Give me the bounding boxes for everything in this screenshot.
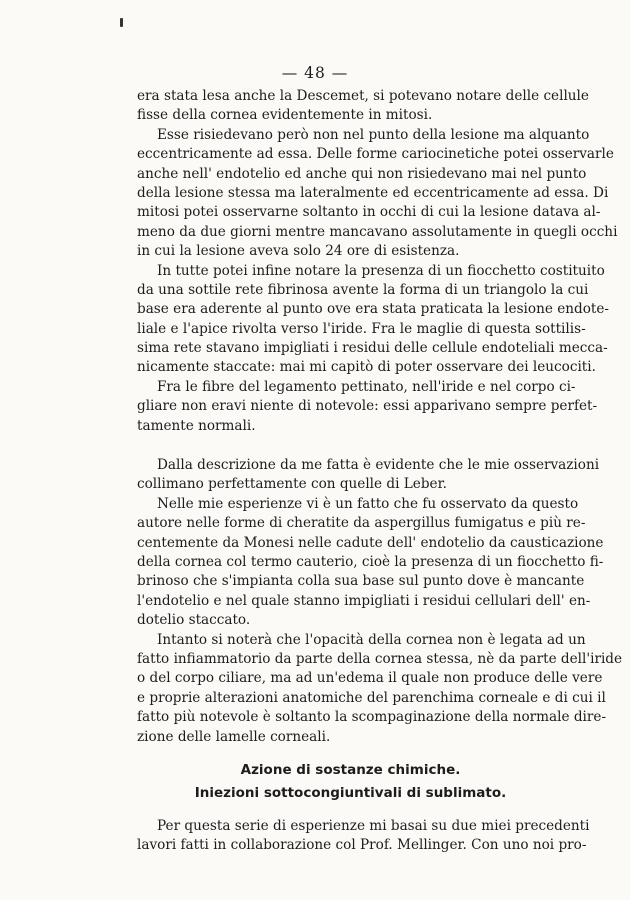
text-line: In tutte potei infine notare la presenza di un fiocchetto costituito [157, 262, 605, 279]
paragraph [137, 262, 609, 378]
text-line: eccentricamente ad essa. Delle forme cariocinetiche potei osservarle [137, 146, 614, 163]
paragraph [137, 456, 600, 495]
text-line: Fra le fibre del legamento pettinato, nell'iride e nel corpo ci- [157, 378, 576, 395]
paragraph [137, 495, 604, 631]
text-line: meno da due giorni mentre mancavano assolutamente in quegli occhi [137, 223, 618, 240]
text-line: Nelle mie esperienze vi è un fatto che fu osservato da questo [157, 495, 579, 512]
text-line: base era aderente al punto ove era stata praticata la lesione endote- [137, 301, 609, 318]
text-line: o del corpo ciliare, ma ad un'edema il quale non produce delle vere [137, 670, 603, 687]
paragraph [137, 378, 598, 436]
page-number: — 48 — [281, 64, 349, 82]
text-line: fatto infiammatorio da parte della cornea stessa, nè da parte dell'iride [137, 650, 623, 667]
text-line: e proprie alterazioni anatomiche del parenchima corneale e di cui il [137, 689, 606, 706]
section-observations [137, 87, 618, 436]
text-line: liale e l'apice rivolta verso l'iride. Fra le maglie di questa sottilis- [137, 320, 586, 337]
section-discussion [137, 456, 623, 747]
text-line: collimano perfettamente con quelle di Leber. [137, 476, 447, 493]
text-line: dotelio staccato. [137, 612, 251, 629]
text-line: l'endotelio e nel quale stanno impigliati i residui cellulari dell' en- [137, 592, 591, 609]
text-line: zione delle lamelle corneali. [137, 728, 331, 745]
text-line: brinoso che s'impianta colla sua base sul punto dove è mancante [137, 573, 585, 590]
text-line: gliare non eravi niente di notevole: essi apparivano sempre perfet- [137, 398, 598, 415]
text-line: nicamente staccate: mai mi capitò di poter osservare dei leucociti. [137, 359, 596, 376]
paragraph [137, 817, 590, 856]
paragraph [137, 126, 618, 262]
text-line: della cornea col termo cauterio, cioè la presenza di un fiocchetto fi- [137, 553, 604, 570]
text-line: sima rete stavano impigliati i residui delle cellule endoteliali mecca- [137, 340, 608, 357]
text-line: della lesione stessa ma lateralmente ed eccentricamente ad essa. Di [137, 184, 609, 201]
text-line: anche nell' endotelio ed anche qui non risiedevano mai nel punto [137, 165, 587, 182]
page-body [137, 87, 623, 856]
text-line: in cui la lesione aveva solo 24 ore di esistenza. [137, 243, 460, 260]
text-line: fatto più notevole è soltanto la scompaginazione della normale dire- [137, 709, 607, 726]
text-line: mitosi potei osservarne soltanto in occhi di cui la lesione datava al- [137, 204, 601, 221]
text-line: da una sottile rete fibrinosa avente la forma di un triangolo la cui [137, 281, 589, 298]
text-line: Per questa serie di esperienze mi basai su due miei precedenti [157, 817, 590, 834]
text-line: Intanto si noterà che l'opacità della cornea non è legata ad un [157, 631, 586, 648]
text-line: fisse della cornea evidentemente in mitosi. [137, 107, 433, 124]
text-line: Esse risiedevano però non nel punto della lesione ma alquanto [157, 126, 590, 143]
text-line: tamente normali. [137, 417, 256, 434]
section-methods [137, 817, 590, 856]
subsection-heading: Iniezioni sottocongiuntivali di sublimato. [194, 784, 507, 801]
margin-mark [120, 18, 123, 27]
section-heading: Azione di sostanze chimiche. [240, 761, 461, 778]
text-line: era stata lesa anche la Descemet, si potevano notare delle cellule [137, 88, 589, 104]
text-line: autore nelle forme di cheratite da aspergillus fumigatus e più re- [137, 515, 586, 532]
text-line: Dalla descrizione da me fatta è evidente che le mie osservazioni [157, 457, 600, 474]
text-line: lavori fatti in collaborazione col Prof. Mellinger. Con uno noi pro- [137, 837, 587, 854]
paragraph [137, 87, 589, 126]
text-line: centemente da Monesi nelle cadute dell' endotelio da causticazione [137, 534, 604, 551]
paragraph [137, 631, 623, 747]
